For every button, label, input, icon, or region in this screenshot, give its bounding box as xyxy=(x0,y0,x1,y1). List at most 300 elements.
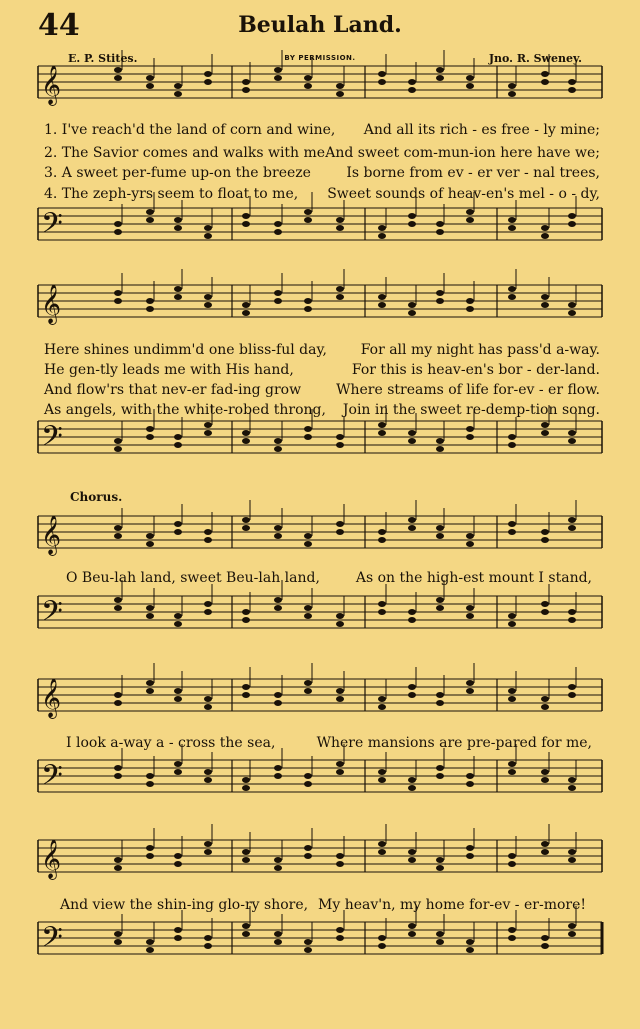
note-head xyxy=(204,849,212,855)
note-head xyxy=(541,769,549,775)
note-head xyxy=(541,704,549,710)
note-head xyxy=(114,939,122,945)
note-head xyxy=(304,947,312,953)
note-head xyxy=(508,861,516,867)
note-head xyxy=(508,217,516,223)
note-head xyxy=(408,213,416,219)
lyricist-credit: E. P. Stites. xyxy=(68,52,138,65)
note-head xyxy=(304,533,312,539)
note-head xyxy=(336,613,344,619)
note-head xyxy=(146,217,154,223)
note-head xyxy=(336,91,344,97)
note-head xyxy=(336,286,344,292)
note-head xyxy=(114,221,122,227)
note-head xyxy=(304,217,312,223)
note-head xyxy=(146,298,154,304)
note-head xyxy=(466,434,474,440)
note-head xyxy=(508,688,516,694)
note-head xyxy=(336,529,344,535)
note-head xyxy=(508,294,516,300)
note-head xyxy=(541,302,549,308)
note-head xyxy=(204,841,212,847)
verse-1-line-1: 1. I've reach'd the land of corn and wine, And all its rich - es free - ly mine; xyxy=(44,122,600,138)
note-head xyxy=(304,613,312,619)
note-head xyxy=(466,541,474,547)
note-head xyxy=(174,621,182,627)
note-head xyxy=(146,83,154,89)
note-head xyxy=(508,442,516,448)
note-head xyxy=(242,785,250,791)
note-head xyxy=(274,221,282,227)
note-head xyxy=(242,213,250,219)
note-head xyxy=(436,67,444,73)
note-head xyxy=(242,692,250,698)
note-head xyxy=(174,294,182,300)
note-head xyxy=(114,605,122,611)
note-head xyxy=(466,781,474,787)
permission-note: BY PERMISSION. xyxy=(284,54,356,62)
note-head xyxy=(304,939,312,945)
note-head xyxy=(508,935,516,941)
note-head xyxy=(242,87,250,93)
note-head xyxy=(114,597,122,603)
note-head xyxy=(436,533,444,539)
note-head xyxy=(114,857,122,863)
note-head xyxy=(541,849,549,855)
note-head xyxy=(274,773,282,779)
note-head xyxy=(378,935,386,941)
note-head xyxy=(508,434,516,440)
treble-clef-icon: 𝄞 xyxy=(41,284,62,324)
note-head xyxy=(378,609,386,615)
note-head xyxy=(378,537,386,543)
note-head xyxy=(146,680,154,686)
verse-1-line-2: Here shines undimm'd one bliss-ful day, For all my night has pass'd a-way. xyxy=(44,342,600,358)
note-head xyxy=(436,700,444,706)
note-head xyxy=(146,426,154,432)
note-head xyxy=(274,446,282,452)
note-head xyxy=(336,853,344,859)
note-head xyxy=(242,609,250,615)
note-head xyxy=(204,777,212,783)
note-head xyxy=(436,75,444,81)
note-head xyxy=(242,849,250,855)
note-head xyxy=(568,857,576,863)
note-head xyxy=(204,529,212,535)
note-head xyxy=(408,79,416,85)
note-head xyxy=(541,422,549,428)
note-head xyxy=(541,79,549,85)
note-head xyxy=(408,430,416,436)
note-head xyxy=(146,688,154,694)
note-head xyxy=(174,935,182,941)
note-head xyxy=(174,83,182,89)
note-head xyxy=(436,605,444,611)
note-head xyxy=(541,294,549,300)
note-head xyxy=(436,438,444,444)
note-head xyxy=(466,688,474,694)
note-head xyxy=(378,225,386,231)
note-head xyxy=(408,923,416,929)
note-head xyxy=(174,761,182,767)
note-head xyxy=(242,931,250,937)
bass-clef-icon: 𝄢 xyxy=(41,759,63,799)
note-head xyxy=(114,692,122,698)
note-head xyxy=(336,861,344,867)
note-head xyxy=(336,217,344,223)
note-head xyxy=(336,294,344,300)
note-head xyxy=(568,617,576,623)
note-head xyxy=(204,430,212,436)
note-head xyxy=(466,426,474,432)
note-head xyxy=(408,684,416,690)
note-head xyxy=(408,692,416,698)
note-head xyxy=(408,517,416,523)
note-head xyxy=(274,765,282,771)
note-head xyxy=(146,939,154,945)
note-head xyxy=(568,692,576,698)
note-head xyxy=(568,785,576,791)
note-head xyxy=(568,87,576,93)
note-head xyxy=(378,841,386,847)
note-head xyxy=(508,769,516,775)
note-head xyxy=(146,533,154,539)
chorus-line-2: I look a-way a - cross the sea, Where mansions are pre-pared for me, xyxy=(66,735,592,751)
note-head xyxy=(146,947,154,953)
note-head xyxy=(146,306,154,312)
note-head xyxy=(114,931,122,937)
note-head xyxy=(336,927,344,933)
note-head xyxy=(408,310,416,316)
note-head xyxy=(304,298,312,304)
note-head xyxy=(304,75,312,81)
chorus-line-3: And view the shin-ing glo-ry shore, My heav'n, my home for-ev - er-more! xyxy=(60,897,586,913)
note-head xyxy=(508,83,516,89)
bass-clef-icon: 𝄢 xyxy=(41,921,63,961)
note-head xyxy=(146,75,154,81)
note-head xyxy=(508,761,516,767)
note-head xyxy=(204,422,212,428)
note-head xyxy=(114,446,122,452)
note-head xyxy=(378,601,386,607)
note-head xyxy=(204,769,212,775)
note-head xyxy=(378,696,386,702)
chorus-label: Chorus. xyxy=(70,490,123,504)
note-head xyxy=(568,221,576,227)
note-head xyxy=(274,597,282,603)
note-head xyxy=(304,773,312,779)
note-head xyxy=(242,857,250,863)
note-head xyxy=(114,525,122,531)
note-head xyxy=(274,75,282,81)
note-head xyxy=(568,609,576,615)
note-head xyxy=(274,438,282,444)
note-head xyxy=(541,601,549,607)
note-head xyxy=(114,765,122,771)
bass-clef-icon: 𝄢 xyxy=(41,595,63,635)
note-head xyxy=(242,923,250,929)
note-head xyxy=(204,225,212,231)
note-head xyxy=(568,849,576,855)
note-head xyxy=(508,621,516,627)
verse-3-line-2: And flow'rs that nev-er fad-ing grow Where streams of life for-ev - er flow. xyxy=(44,382,600,398)
note-head xyxy=(408,87,416,93)
note-head xyxy=(242,438,250,444)
note-head xyxy=(274,692,282,698)
note-head xyxy=(408,617,416,623)
note-head xyxy=(466,613,474,619)
note-head xyxy=(242,221,250,227)
note-head xyxy=(304,541,312,547)
note-head xyxy=(568,430,576,436)
note-head xyxy=(436,773,444,779)
note-head xyxy=(541,841,549,847)
note-head xyxy=(568,777,576,783)
verse-4-line-2: As angels, with the white-robed throng, Join in the sweet re-demp-tion song. xyxy=(44,402,600,418)
note-head xyxy=(304,434,312,440)
note-head xyxy=(204,601,212,607)
note-head xyxy=(204,71,212,77)
note-head xyxy=(204,943,212,949)
note-head xyxy=(204,696,212,702)
note-head xyxy=(274,67,282,73)
note-head xyxy=(274,298,282,304)
note-head xyxy=(466,533,474,539)
note-head xyxy=(378,422,386,428)
note-head xyxy=(174,91,182,97)
note-head xyxy=(274,525,282,531)
note-head xyxy=(336,621,344,627)
note-head xyxy=(466,217,474,223)
note-head xyxy=(541,233,549,239)
note-head xyxy=(378,777,386,783)
note-head xyxy=(304,426,312,432)
note-head xyxy=(436,298,444,304)
note-head xyxy=(336,761,344,767)
note-head xyxy=(304,83,312,89)
note-head xyxy=(146,845,154,851)
note-head xyxy=(541,71,549,77)
note-head xyxy=(174,225,182,231)
note-head xyxy=(204,302,212,308)
note-head xyxy=(541,935,549,941)
note-head xyxy=(541,943,549,949)
note-head xyxy=(114,700,122,706)
note-head xyxy=(274,857,282,863)
note-head xyxy=(436,857,444,863)
note-head xyxy=(508,853,516,859)
note-head xyxy=(466,75,474,81)
note-head xyxy=(568,517,576,523)
note-head xyxy=(436,229,444,235)
note-head xyxy=(114,229,122,235)
note-head xyxy=(304,209,312,215)
note-head xyxy=(174,927,182,933)
note-head xyxy=(174,217,182,223)
note-head xyxy=(242,777,250,783)
note-head xyxy=(174,688,182,694)
note-head xyxy=(378,943,386,949)
note-head xyxy=(274,229,282,235)
treble-clef-icon: 𝄞 xyxy=(41,678,62,718)
note-head xyxy=(408,931,416,937)
note-head xyxy=(378,849,386,855)
note-head xyxy=(336,688,344,694)
note-head xyxy=(466,298,474,304)
note-head xyxy=(408,777,416,783)
note-head xyxy=(466,853,474,859)
note-head xyxy=(304,845,312,851)
note-head xyxy=(146,773,154,779)
note-head xyxy=(174,521,182,527)
note-head xyxy=(336,935,344,941)
note-head xyxy=(408,857,416,863)
note-head xyxy=(146,853,154,859)
note-head xyxy=(508,91,516,97)
note-head xyxy=(242,302,250,308)
note-head xyxy=(114,67,122,73)
note-head xyxy=(204,935,212,941)
note-head xyxy=(408,302,416,308)
note-head xyxy=(436,865,444,871)
note-head xyxy=(174,529,182,535)
note-head xyxy=(336,696,344,702)
note-head xyxy=(378,430,386,436)
note-head xyxy=(508,225,516,231)
note-head xyxy=(204,79,212,85)
note-head xyxy=(304,688,312,694)
note-head xyxy=(274,700,282,706)
note-head xyxy=(378,769,386,775)
note-head xyxy=(114,298,122,304)
note-head xyxy=(204,704,212,710)
note-head xyxy=(114,533,122,539)
note-head xyxy=(378,79,386,85)
note-head xyxy=(408,849,416,855)
note-head xyxy=(568,213,576,219)
hymn-title: Beulah Land. xyxy=(238,12,402,38)
note-head xyxy=(541,696,549,702)
note-head xyxy=(541,609,549,615)
verse-2-line-2: He gen-tly leads me with His hand, For this is heav-en's bor - der-land. xyxy=(44,362,600,378)
note-head xyxy=(378,233,386,239)
note-head xyxy=(336,769,344,775)
note-head xyxy=(568,923,576,929)
composer-credit: Jno. R. Sweney. xyxy=(488,52,582,65)
note-head xyxy=(274,533,282,539)
note-head xyxy=(304,853,312,859)
note-head xyxy=(378,529,386,535)
page-number: 44 xyxy=(38,8,80,43)
note-head xyxy=(541,537,549,543)
note-head xyxy=(114,773,122,779)
note-head xyxy=(242,525,250,531)
note-head xyxy=(242,517,250,523)
note-head xyxy=(568,79,576,85)
note-head xyxy=(466,845,474,851)
note-head xyxy=(408,609,416,615)
note-head xyxy=(436,221,444,227)
note-head xyxy=(204,233,212,239)
note-head xyxy=(114,75,122,81)
note-head xyxy=(274,931,282,937)
note-head xyxy=(436,290,444,296)
bass-clef-icon: 𝄢 xyxy=(41,420,63,460)
note-head xyxy=(242,430,250,436)
note-head xyxy=(378,704,386,710)
note-head xyxy=(568,525,576,531)
note-head xyxy=(568,684,576,690)
verse-4-line-1: 4. The zeph-yrs seem to float to me, Sweet sounds of heav-en's mel - o - dy, xyxy=(44,186,600,202)
note-head xyxy=(408,221,416,227)
treble-clef-icon: 𝄞 xyxy=(41,65,62,105)
note-head xyxy=(508,613,516,619)
note-head xyxy=(436,525,444,531)
note-head xyxy=(242,684,250,690)
note-head xyxy=(146,605,154,611)
note-head xyxy=(436,597,444,603)
note-head xyxy=(114,438,122,444)
note-head xyxy=(508,286,516,292)
note-head xyxy=(568,310,576,316)
note-head xyxy=(204,294,212,300)
note-head xyxy=(541,529,549,535)
note-head xyxy=(378,294,386,300)
note-head xyxy=(274,939,282,945)
note-head xyxy=(436,765,444,771)
note-head xyxy=(174,286,182,292)
note-head xyxy=(568,438,576,444)
note-head xyxy=(466,773,474,779)
note-head xyxy=(274,290,282,296)
note-head xyxy=(466,209,474,215)
note-head xyxy=(336,521,344,527)
note-head xyxy=(466,939,474,945)
note-head xyxy=(568,302,576,308)
note-head xyxy=(174,696,182,702)
note-head xyxy=(336,225,344,231)
note-head xyxy=(508,521,516,527)
note-head xyxy=(336,434,344,440)
treble-clef-icon: 𝄞 xyxy=(41,515,62,555)
note-head xyxy=(541,430,549,436)
note-head xyxy=(508,696,516,702)
note-head xyxy=(408,438,416,444)
note-head xyxy=(541,225,549,231)
note-head xyxy=(508,927,516,933)
note-head xyxy=(408,785,416,791)
treble-clef-icon: 𝄞 xyxy=(41,839,62,879)
note-head xyxy=(114,290,122,296)
note-head xyxy=(336,83,344,89)
note-head xyxy=(508,529,516,535)
verse-2-line-1: 2. The Savior comes and walks with me And sweet com-mun-ion here have we; xyxy=(44,145,600,161)
note-head xyxy=(174,613,182,619)
note-head xyxy=(174,769,182,775)
verse-3-line-1: 3. A sweet per-fume up-on the breeze Is borne from ev - er ver - nal trees, xyxy=(44,165,600,181)
note-head xyxy=(274,865,282,871)
note-head xyxy=(466,83,474,89)
note-head xyxy=(466,605,474,611)
note-head xyxy=(568,931,576,937)
note-head xyxy=(242,310,250,316)
note-head xyxy=(174,442,182,448)
note-head xyxy=(378,302,386,308)
note-head xyxy=(304,781,312,787)
chorus-line-1: O Beu-lah land, sweet Beu-lah land, As on the high-est mount I stand, xyxy=(66,570,592,586)
note-head xyxy=(336,442,344,448)
note-head xyxy=(174,861,182,867)
